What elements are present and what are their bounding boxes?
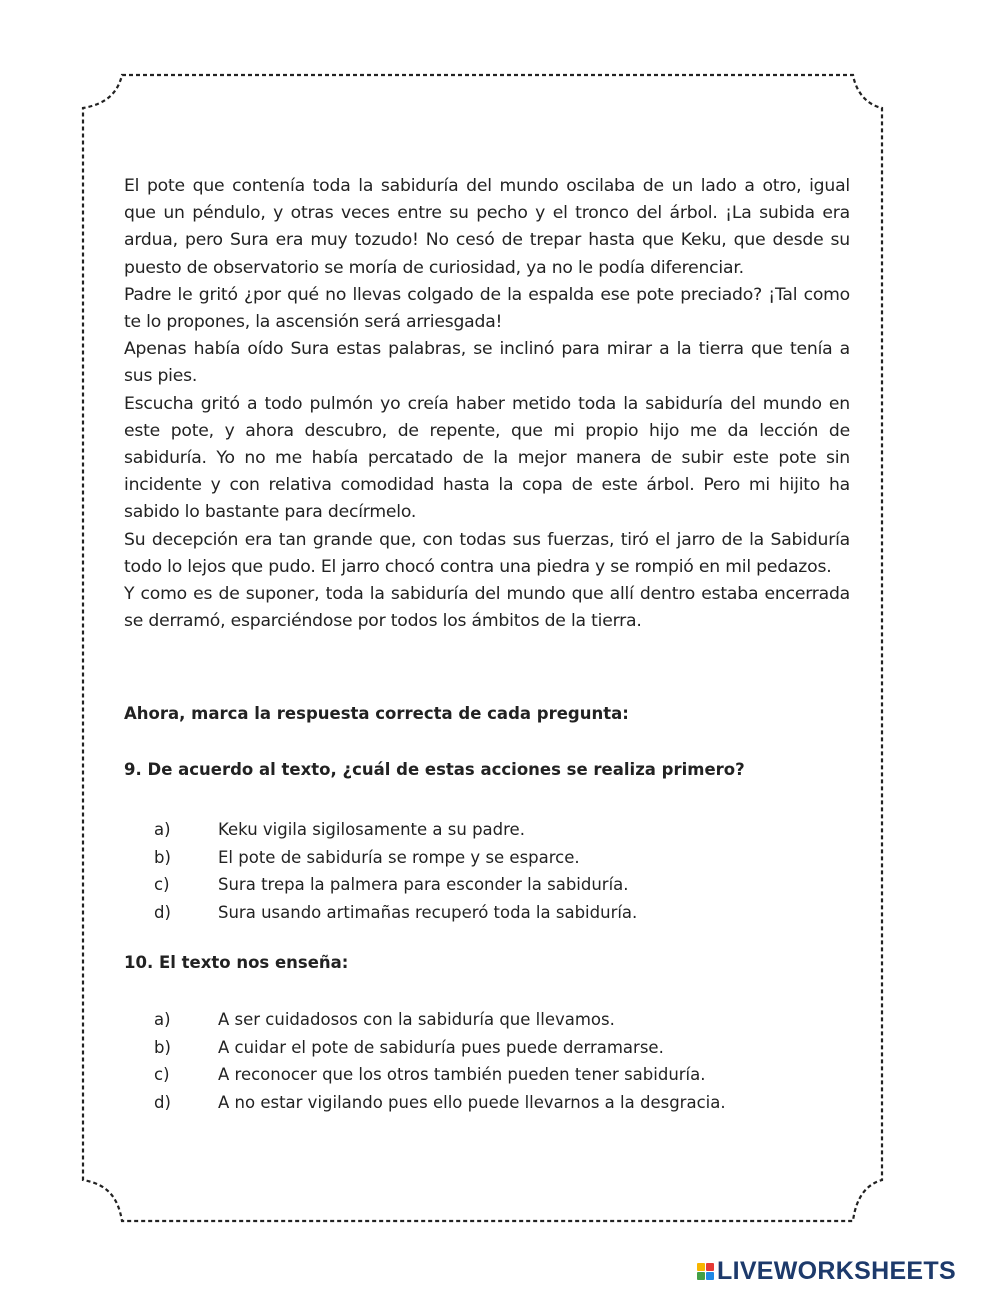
logo-block	[706, 1272, 714, 1280]
option-d[interactable]	[154, 1089, 726, 1117]
option-letter: c)	[154, 1065, 170, 1084]
option-text: Sura usando artimañas recuperó toda la sabiduría.	[218, 902, 638, 922]
option-d[interactable]	[154, 899, 637, 927]
passage-paragraph: Padre le gritó ¿por qué no llevas colgado de la espalda ese pote preciado? ¡Tal como te lo propones, la ascensión será arriesgada!	[124, 284, 850, 333]
question-10-options	[154, 1006, 726, 1116]
option-c[interactable]	[154, 871, 637, 899]
passage-paragraph: El pote que contenía toda la sabiduría del mundo oscilaba de un lado a otro, igual que un péndulo, y otras veces entre su pecho y el tronco del árbol. ¡La subida era ardua, pero Sura era muy tozudo! No cesó de trepar hasta que Keku, que desde su puesto de observatorio se moría de curiosidad, ya no le podía diferenciar.	[124, 176, 850, 278]
option-letter: b)	[154, 847, 171, 867]
option-text: A no estar vigilando pues ello puede llevarnos a la desgracia.	[218, 1092, 726, 1112]
option-letter: b)	[154, 1037, 171, 1057]
logo-text: LIVEWORKSHEETS	[717, 1257, 956, 1285]
option-a[interactable]	[154, 816, 637, 844]
passage-paragraph: Apenas había oído Sura estas palabras, se inclinó para mirar a la tierra que tenía a sus pies.	[124, 339, 850, 387]
option-letter: c)	[154, 875, 170, 894]
option-letter: a)	[154, 820, 171, 839]
option-b[interactable]	[154, 844, 637, 872]
passage-paragraph: Y como es de suponer, toda la sabiduría del mundo que allí dentro estaba encerrada se derramó, esparciéndose por todos los ámbitos de la tierra.	[124, 584, 850, 632]
option-text: A ser cuidadosos con la sabiduría que llevamos.	[218, 1010, 615, 1029]
question-10: 10. El texto nos enseña:	[124, 953, 349, 972]
option-a[interactable]	[154, 1006, 726, 1034]
liveworksheets-logo[interactable]	[697, 1257, 956, 1286]
logo-block	[697, 1263, 705, 1271]
option-letter: d)	[154, 902, 171, 922]
option-text: A reconocer que los otros también pueden tener sabiduría.	[218, 1065, 706, 1084]
passage-paragraph: Su decepción era tan grande que, con todas sus fuerzas, tiró el jarro de la Sabiduría todo lo lejos que pudo. El jarro chocó contra una piedra y se rompió en mil pedazos.	[124, 529, 850, 577]
option-text: Sura trepa la palmera para esconder la sabiduría.	[218, 875, 629, 894]
instruction-heading: Ahora, marca la respuesta correcta de cada pregunta:	[124, 704, 629, 723]
logo-block	[706, 1263, 714, 1271]
question-9-options	[154, 816, 637, 926]
story-passage	[124, 173, 850, 635]
option-c[interactable]	[154, 1061, 726, 1089]
option-b[interactable]	[154, 1034, 726, 1062]
option-text: Keku vigila sigilosamente a su padre.	[218, 820, 525, 839]
option-text: A cuidar el pote de sabiduría pues puede derramarse.	[218, 1037, 664, 1057]
logo-blocks-icon	[697, 1263, 714, 1280]
passage-paragraph: Escucha gritó a todo pulmón yo creía haber metido toda la sabiduría del mundo en este pote, y ahora descubro, de repente, que mi propio hijo me da lección de sabiduría. Yo no me había percatado de la mejor manera de subir este pote sin incidente y con relativa comodidad hasta la copa de este árbol. Pero mi hijito ha sabido lo bastante para decírmelo.	[124, 393, 850, 523]
logo-block	[697, 1272, 705, 1280]
question-9: 9. De acuerdo al texto, ¿cuál de estas acciones se realiza primero?	[124, 760, 745, 779]
option-letter: d)	[154, 1092, 171, 1112]
option-text: El pote de sabiduría se rompe y se esparce.	[218, 847, 580, 867]
option-letter: a)	[154, 1010, 171, 1029]
